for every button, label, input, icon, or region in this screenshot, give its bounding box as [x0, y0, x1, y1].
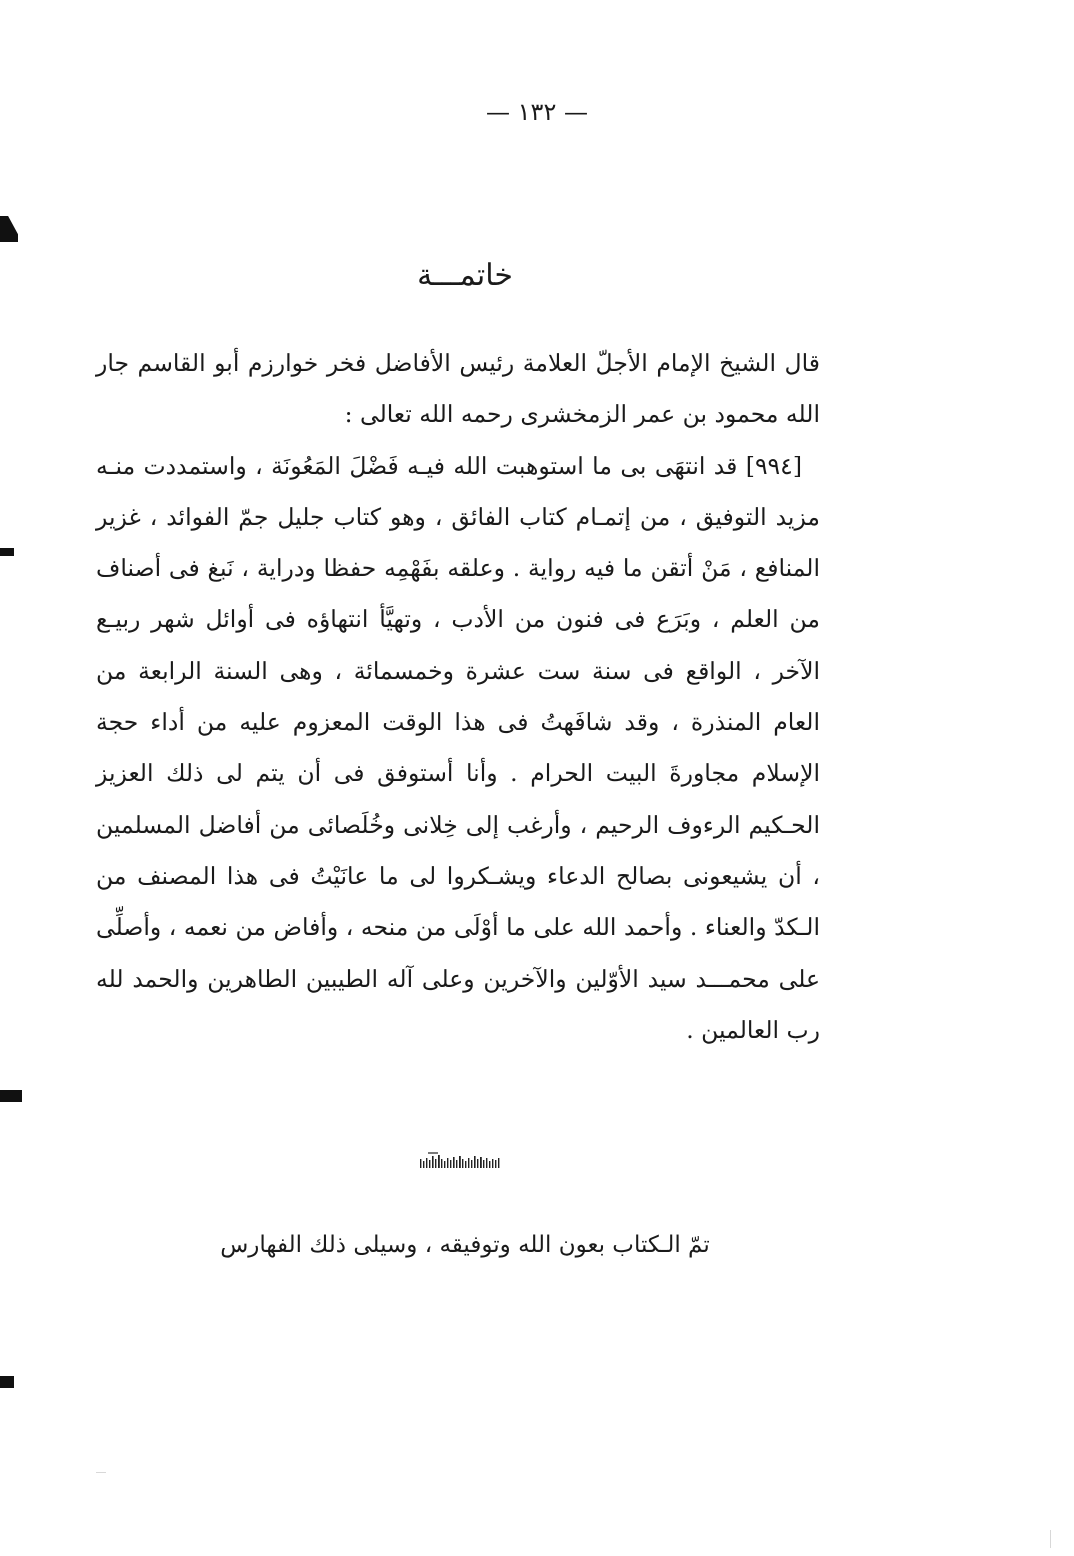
- page-number: — ١٣٢ —: [486, 98, 588, 126]
- entry-paragraph: [96, 441, 820, 1057]
- entry-number: [٩٩٤]: [745, 451, 802, 480]
- section-heading: خاتمـــة: [417, 258, 513, 293]
- ornament-divider: [418, 1150, 504, 1172]
- page-fold-line: [96, 1472, 106, 1473]
- scan-edge-mark: [0, 1376, 14, 1388]
- scan-edge-mark: [0, 1090, 22, 1102]
- page-fold-line: [1050, 1530, 1051, 1548]
- scan-edge-mark: [0, 548, 14, 556]
- body-text: [96, 338, 820, 1056]
- colophon: تمّ الـكتاب بعون الله وتوفيقه ، وسيلى ذلك الفهارس: [220, 1232, 710, 1258]
- entry-text: قد انتهَى بى ما استوهبت الله فيـه فَضْلَ المَعُونَة ، واستمددت منـه مزيد التوفيق ، من إتمـام كتاب الفائق ، وهو كتاب جليل جمّ الفوائد ، غزير المنافع ، مَنْ أتقن ما فيه رواية . وعلقه بفَهْمِه حفظا ودراية ، نَبغ فى أصناف من العلم ، وبَرَع فى فنون من الأدب ، وتهيَّأ انتهاؤه فى أوائل شهر ربيـع الآخر ، الواقع فى سنة ست عشرة وخمسمائة ، وهى السنة الرابعة من العام المنذرة ، وقد شافَهتُ فى هذا الوقت المعزوم عليه من أداء حجة الإسلام مجاورةَ البيت الحرام . وأنا أستوفق فى أن يتم لى ذلك العزيز الحـكيم الرءوف الرحيم ، وأرغب إلى خِلانى وخُلَصائى من أفاضل المسلمين ، أن يشيعونى بصالح الدعاء ويشـكروا لى ما عانَيْتُ فى هذا المصنف من الـكدّ والعناء . وأحمد الله على ما أوْلَى من منحه ، وأفاض من نعمه ، وأصلِّى على محمـــد سيد الأوّلين والآخرين وعلى آله الطيبين الطاهرين والحمد لله رب العالمين .: [96, 451, 820, 1044]
- scan-edge-mark: [0, 216, 18, 242]
- intro-paragraph: قال الشيخ الإمام الأجلّ العلامة رئيس الأفاضل فخر خوارزم أبو القاسم جار الله محمود بن عمر الزمخشرى رحمه الله تعالى :: [96, 349, 820, 429]
